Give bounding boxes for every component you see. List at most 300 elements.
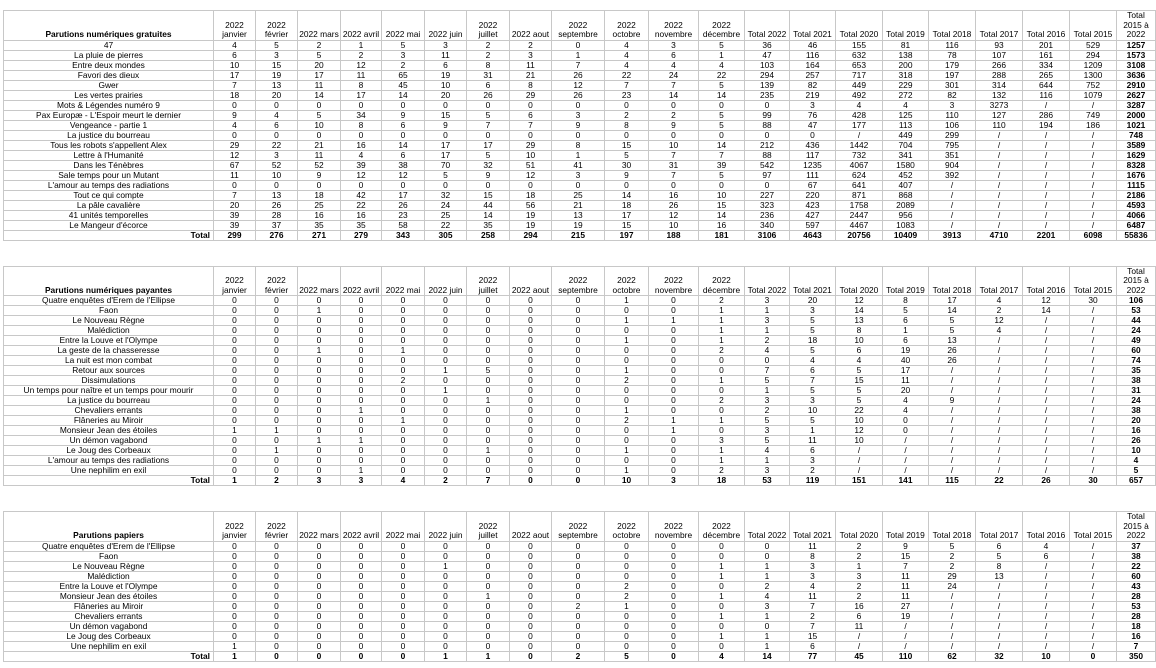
cell: 0: [649, 611, 699, 621]
cell: 25: [298, 200, 341, 210]
cell: 6487: [1117, 220, 1156, 230]
cell: 0: [510, 396, 552, 406]
cell: 7: [699, 150, 745, 160]
cell: 0: [552, 631, 605, 641]
cell: 219: [790, 90, 836, 100]
table-row: [4, 551, 1156, 561]
cell: 9: [552, 120, 605, 130]
cell: 53: [1117, 306, 1156, 316]
cell: 0: [510, 426, 552, 436]
cell: 0: [214, 326, 256, 336]
cell: 272: [883, 90, 929, 100]
cell: 0: [341, 611, 382, 621]
cell: 2: [649, 110, 699, 120]
cell: 5: [745, 376, 790, 386]
cell: 1: [745, 561, 790, 571]
cell: 5: [467, 366, 510, 376]
cell: 0: [605, 456, 649, 466]
cell: 0: [510, 591, 552, 601]
cell: /: [1023, 641, 1070, 651]
total-cell: 3: [649, 476, 699, 486]
column-header: 2022 juin: [425, 11, 467, 41]
total-cell: 0: [341, 651, 382, 661]
column-header: 2022 juillet: [467, 512, 510, 542]
cell: 1: [605, 336, 649, 346]
cell: 0: [699, 601, 745, 611]
cell: 3: [745, 316, 790, 326]
table-row: [4, 110, 1156, 120]
cell: 2: [745, 406, 790, 416]
cell: 0: [298, 356, 341, 366]
cell: /: [976, 200, 1023, 210]
cell: 2: [836, 591, 883, 601]
cell: 0: [745, 541, 790, 551]
total-cell: 2: [256, 476, 298, 486]
cell: 0: [510, 436, 552, 446]
cell: 0: [256, 541, 298, 551]
total-cell: 4643: [790, 230, 836, 240]
table-row: [4, 200, 1156, 210]
table-row: [4, 190, 1156, 200]
cell: 0: [382, 541, 425, 551]
cell: 227: [745, 190, 790, 200]
cell: 0: [341, 631, 382, 641]
cell: /: [929, 200, 976, 210]
cell: 7: [510, 120, 552, 130]
cell: 0: [214, 456, 256, 466]
cell: 3: [699, 436, 745, 446]
column-header: Total 2015 à 2022: [1117, 512, 1156, 542]
cell: 161: [1023, 50, 1070, 60]
cell: 1: [745, 641, 790, 651]
cell: 7: [745, 366, 790, 376]
cell: 5: [699, 110, 745, 120]
total-cell: 276: [256, 230, 298, 240]
cell: 2: [605, 591, 649, 601]
cell: 0: [214, 591, 256, 601]
cell: 0: [256, 296, 298, 306]
cell: 0: [649, 346, 699, 356]
cell: 0: [552, 130, 605, 140]
cell: 0: [425, 336, 467, 346]
row-label: Le Nouveau Règne: [4, 316, 214, 326]
cell: 76: [790, 110, 836, 120]
row-label: Malédiction: [4, 326, 214, 336]
cell: 0: [214, 631, 256, 641]
cell: 1300: [1070, 70, 1117, 80]
cell: 0: [425, 416, 467, 426]
cell: /: [1070, 160, 1117, 170]
cell: 37: [256, 220, 298, 230]
cell: 0: [256, 326, 298, 336]
cell: 14: [1023, 306, 1070, 316]
cell: 67: [214, 160, 256, 170]
cell: /: [976, 190, 1023, 200]
cell: 704: [883, 140, 929, 150]
cell: 1: [467, 446, 510, 456]
cell: 6: [790, 641, 836, 651]
table-gap: [3, 486, 1156, 511]
cell: /: [1070, 396, 1117, 406]
table-row: [4, 426, 1156, 436]
cell: 0: [214, 436, 256, 446]
cell: 0: [298, 561, 341, 571]
cell: 0: [298, 326, 341, 336]
total-cell: 305: [425, 230, 467, 240]
cell: 0: [425, 406, 467, 416]
cell: 17: [425, 140, 467, 150]
table-row: [4, 50, 1156, 60]
cell: 10: [836, 416, 883, 426]
column-header: 2022 janvier: [214, 266, 256, 296]
cell: 0: [605, 130, 649, 140]
cell: 60: [1117, 571, 1156, 581]
row-label: La justice du bourreau: [4, 396, 214, 406]
cell: 0: [745, 356, 790, 366]
cell: 0: [510, 306, 552, 316]
cell: /: [929, 601, 976, 611]
cell: 97: [745, 170, 790, 180]
row-label: Dissimulations: [4, 376, 214, 386]
total-cell: 343: [382, 230, 425, 240]
row-label: Un démon vagabond: [4, 621, 214, 631]
cell: 0: [425, 100, 467, 110]
cell: 0: [341, 296, 382, 306]
total-row: [4, 230, 1156, 240]
cell: 0: [214, 180, 256, 190]
cell: 88: [745, 150, 790, 160]
cell: 294: [1070, 50, 1117, 60]
cell: /: [929, 386, 976, 396]
cell: 8: [605, 120, 649, 130]
cell: 9: [425, 120, 467, 130]
cell: 0: [256, 611, 298, 621]
cell: 1: [341, 436, 382, 446]
cell: 4: [214, 40, 256, 50]
cell: 0: [382, 326, 425, 336]
cell: 117: [790, 150, 836, 160]
cell: 449: [883, 130, 929, 140]
cell: 2: [298, 40, 341, 50]
cell: 732: [836, 150, 883, 160]
cell: 2: [699, 466, 745, 476]
cell: 0: [745, 180, 790, 190]
cell: /: [1023, 100, 1070, 110]
row-label: La justice du bourreau: [4, 130, 214, 140]
cell: 5: [836, 386, 883, 396]
column-header: Total 2021: [790, 11, 836, 41]
cell: 1235: [790, 160, 836, 170]
cell: /: [1023, 190, 1070, 200]
cell: 13: [976, 571, 1023, 581]
cell: /: [1023, 631, 1070, 641]
cell: 52: [256, 160, 298, 170]
cell: 0: [382, 336, 425, 346]
cell: 14: [699, 140, 745, 150]
cell: 1629: [1117, 150, 1156, 160]
cell: 351: [929, 150, 976, 160]
cell: 30: [1070, 296, 1117, 306]
cell: 16: [1117, 631, 1156, 641]
cell: 0: [425, 466, 467, 476]
cell: 22: [836, 406, 883, 416]
cell: 20: [883, 386, 929, 396]
cell: 4: [883, 406, 929, 416]
cell: 0: [605, 100, 649, 110]
cell: 0: [298, 180, 341, 190]
cell: 0: [552, 346, 605, 356]
table-row: [4, 60, 1156, 70]
cell: 0: [510, 100, 552, 110]
cell: 164: [790, 60, 836, 70]
cell: 0: [298, 611, 341, 621]
cell: 24: [1117, 396, 1156, 406]
cell: 7: [790, 376, 836, 386]
cell: 1: [699, 316, 745, 326]
cell: 0: [256, 591, 298, 601]
cell: 11: [790, 591, 836, 601]
cell: 2: [699, 346, 745, 356]
total-cell: 1: [425, 651, 467, 661]
cell: /: [1070, 541, 1117, 551]
table-row: [4, 366, 1156, 376]
cell: /: [1023, 621, 1070, 631]
cell: 31: [1117, 386, 1156, 396]
cell: 24: [929, 581, 976, 591]
cell: 0: [467, 631, 510, 641]
cell: 4067: [836, 160, 883, 170]
cell: 0: [382, 446, 425, 456]
cell: 2: [790, 466, 836, 476]
cell: /: [1023, 336, 1070, 346]
cell: 5: [836, 366, 883, 376]
cell: 17: [883, 366, 929, 376]
cell: 13: [836, 316, 883, 326]
cell: 5: [745, 416, 790, 426]
cell: 3: [649, 40, 699, 50]
cell: 14: [699, 90, 745, 100]
cell: 3287: [1117, 100, 1156, 110]
column-header: 2022 novembre: [649, 11, 699, 41]
cell: /: [1070, 581, 1117, 591]
cell: 5: [929, 326, 976, 336]
total-cell: 0: [552, 476, 605, 486]
column-header: 2022 novembre: [649, 266, 699, 296]
cell: 0: [649, 130, 699, 140]
table-row: [4, 436, 1156, 446]
cell: 107: [976, 50, 1023, 60]
cell: 10: [214, 60, 256, 70]
table-row: [4, 326, 1156, 336]
table-row: [4, 561, 1156, 571]
cell: 0: [510, 581, 552, 591]
total-cell: 2201: [1023, 230, 1070, 240]
cell: 0: [425, 306, 467, 316]
cell: 23: [382, 210, 425, 220]
cell: 5: [790, 346, 836, 356]
row-label: Chevaliers errants: [4, 611, 214, 621]
cell: /: [929, 436, 976, 446]
cell: 749: [1070, 110, 1117, 120]
cell: 0: [298, 416, 341, 426]
row-label: Quatre enquêtes d'Erem de l'Ellipse: [4, 296, 214, 306]
cell: 6: [510, 110, 552, 120]
column-header: 2022 mai: [382, 512, 425, 542]
cell: /: [1070, 386, 1117, 396]
cell: 0: [425, 436, 467, 446]
cell: /: [1070, 150, 1117, 160]
cell: 1: [790, 426, 836, 436]
cell: 4: [976, 296, 1023, 306]
cell: 32: [467, 160, 510, 170]
cell: 10: [298, 120, 341, 130]
table-row: [4, 386, 1156, 396]
cell: 0: [699, 621, 745, 631]
cell: 16: [341, 210, 382, 220]
total-cell: 6098: [1070, 230, 1117, 240]
cell: 4: [883, 396, 929, 406]
cell: 0: [214, 551, 256, 561]
cell: 127: [976, 110, 1023, 120]
cell: 0: [605, 356, 649, 366]
cell: /: [1023, 130, 1070, 140]
cell: 1: [382, 346, 425, 356]
column-header: Total 2018: [929, 512, 976, 542]
cell: 9: [649, 120, 699, 130]
table-row: [4, 406, 1156, 416]
cell: 6: [836, 611, 883, 621]
cell: 0: [425, 180, 467, 190]
table-row: [4, 316, 1156, 326]
table-row: [4, 40, 1156, 50]
cell: 1: [605, 366, 649, 376]
cell: 286: [1023, 110, 1070, 120]
cell: 41: [552, 160, 605, 170]
cell: 0: [552, 180, 605, 190]
cell: 3: [745, 396, 790, 406]
cell: 0: [341, 316, 382, 326]
cell: 99: [745, 110, 790, 120]
table-row: [4, 601, 1156, 611]
cell: 4: [1117, 456, 1156, 466]
cell: 0: [382, 356, 425, 366]
cell: 3: [256, 50, 298, 60]
column-header: 2022 septembre: [552, 512, 605, 542]
cell: 0: [699, 386, 745, 396]
cell: /: [929, 190, 976, 200]
cell: /: [1023, 150, 1070, 160]
cell: 0: [699, 130, 745, 140]
cell: 7: [790, 621, 836, 631]
cell: 0: [425, 611, 467, 621]
cell: /: [929, 180, 976, 190]
cell: 111: [790, 170, 836, 180]
total-cell: 0: [382, 651, 425, 661]
cell: 0: [382, 316, 425, 326]
cell: 0: [510, 561, 552, 571]
cell: /: [1070, 140, 1117, 150]
cell: 4: [1023, 541, 1070, 551]
cell: 3: [745, 426, 790, 436]
cell: 0: [510, 466, 552, 476]
cell: /: [1070, 571, 1117, 581]
cell: 8: [341, 80, 382, 90]
cell: 0: [382, 466, 425, 476]
cell: 0: [214, 621, 256, 631]
cell: 0: [425, 456, 467, 466]
cell: 0: [382, 180, 425, 190]
cell: 18: [214, 90, 256, 100]
cell: 0: [341, 426, 382, 436]
cell: 0: [256, 551, 298, 561]
cell: 0: [382, 406, 425, 416]
cell: 2: [510, 40, 552, 50]
cell: 20: [790, 296, 836, 306]
table-row: [4, 80, 1156, 90]
cell: 17: [605, 210, 649, 220]
cell: 449: [836, 80, 883, 90]
cell: 26: [929, 356, 976, 366]
cell: 5: [256, 40, 298, 50]
column-header: Total 2022: [745, 512, 790, 542]
cell: 2: [467, 40, 510, 50]
cell: 1: [699, 306, 745, 316]
cell: 0: [341, 541, 382, 551]
cell: /: [1070, 466, 1117, 476]
cell: 5: [699, 40, 745, 50]
cell: 6: [649, 50, 699, 60]
row-label: Une nephilim en exil: [4, 466, 214, 476]
cell: 0: [298, 631, 341, 641]
cell: 0: [425, 356, 467, 366]
column-header: Total 2017: [976, 512, 1023, 542]
cell: 0: [341, 386, 382, 396]
cell: 5: [790, 416, 836, 426]
cell: 265: [1023, 70, 1070, 80]
cell: /: [976, 170, 1023, 180]
cell: 1: [745, 386, 790, 396]
cell: 14: [836, 306, 883, 316]
cell: 26: [929, 346, 976, 356]
cell: 5: [382, 40, 425, 50]
cell: /: [976, 416, 1023, 426]
cell: 1: [298, 306, 341, 316]
cell: /: [976, 396, 1023, 406]
cell: 0: [382, 631, 425, 641]
table-row: [4, 180, 1156, 190]
row-label: Faon: [4, 551, 214, 561]
cell: 407: [883, 180, 929, 190]
cell: 0: [510, 130, 552, 140]
cell: 2000: [1117, 110, 1156, 120]
cell: 15: [699, 200, 745, 210]
cell: /: [883, 641, 929, 651]
cell: 8328: [1117, 160, 1156, 170]
cell: /: [929, 446, 976, 456]
cell: 43: [1117, 581, 1156, 591]
row-label: Monsieur Jean des étoiles: [4, 426, 214, 436]
cell: 2: [382, 376, 425, 386]
cell: 0: [467, 551, 510, 561]
total-cell: 279: [341, 230, 382, 240]
cell: 1: [467, 591, 510, 601]
column-header: 2022 aout: [510, 11, 552, 41]
cell: 1: [745, 456, 790, 466]
cell: 1: [699, 631, 745, 641]
cell: 0: [425, 396, 467, 406]
cell: 0: [382, 611, 425, 621]
cell: /: [1070, 190, 1117, 200]
